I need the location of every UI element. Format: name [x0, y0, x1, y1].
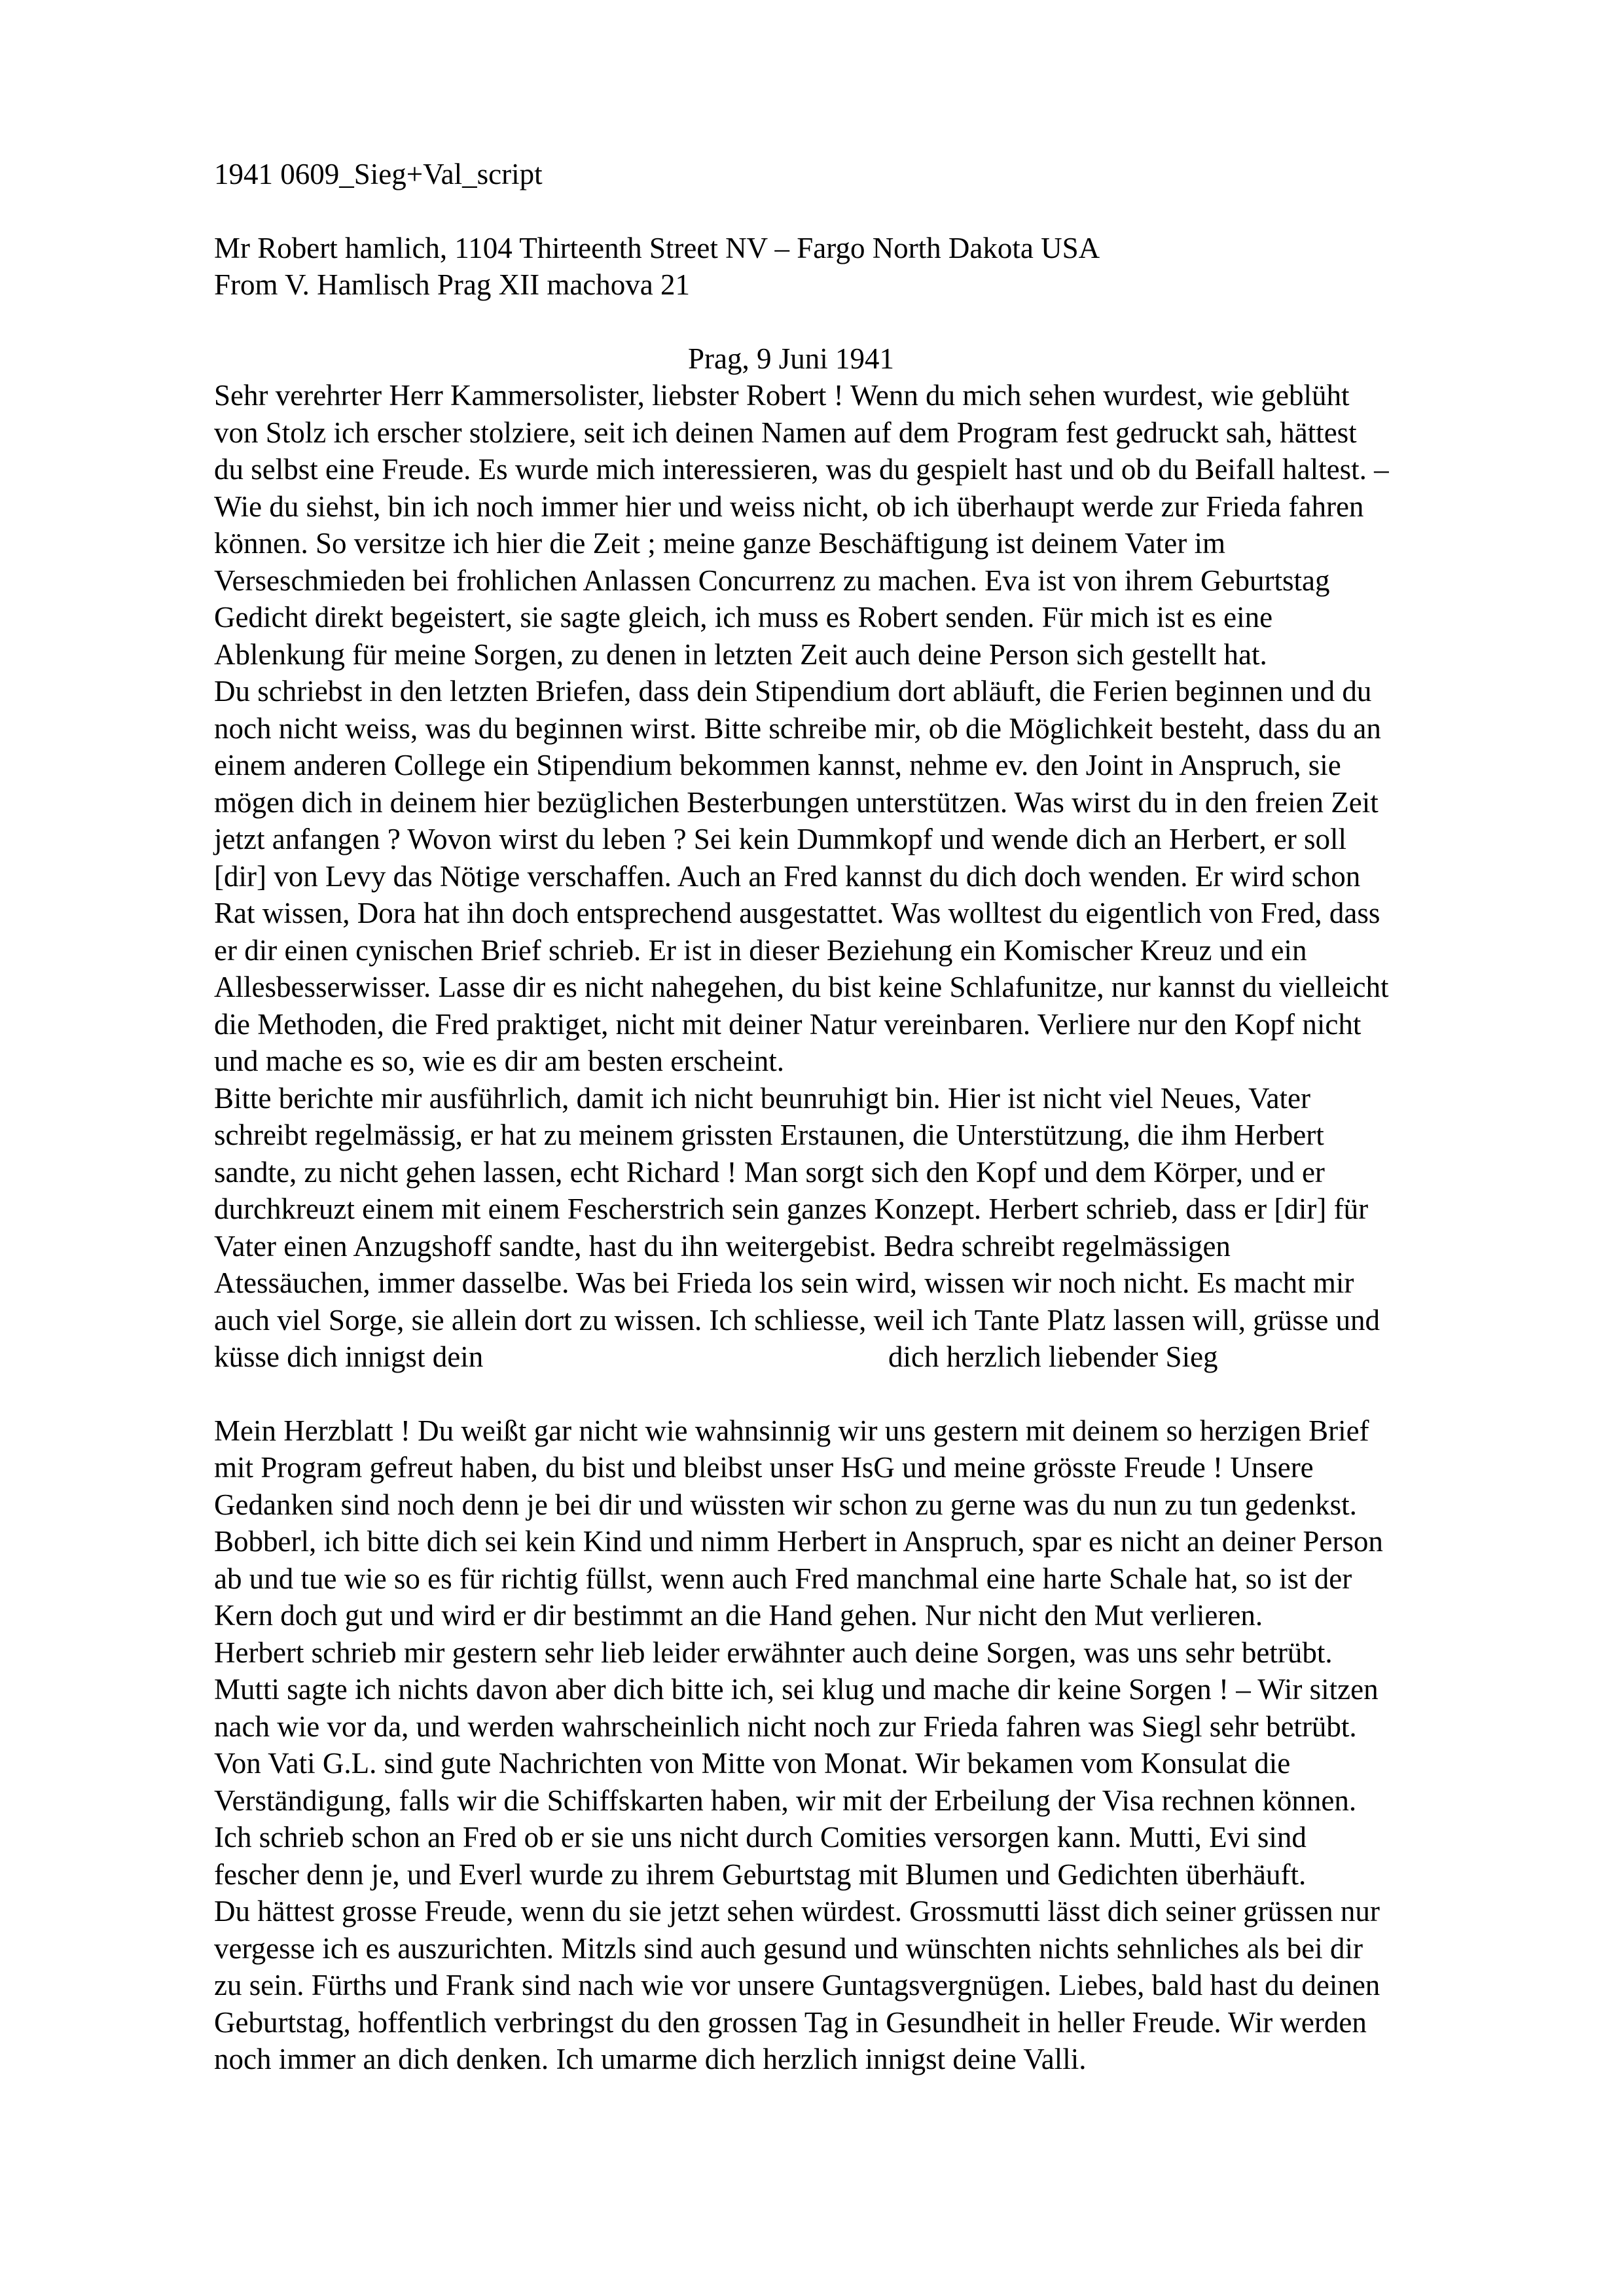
letter-line: noch nicht weiss, was du beginnen wirst. Bitte schreibe mir, ob die Möglichkeit besteht, dass du an	[214, 711, 1381, 745]
letter-line: vergesse ich es auszurichten. Mitzls sind auch gesund und wünschten nichts sehnliches als bei dir	[214, 1931, 1363, 1965]
letter-line: Bitte berichte mir ausführlich, damit ich nicht beunruhigt bin. Hier ist nicht viel Neues, Vater	[214, 1081, 1310, 1115]
letter-line: fescher denn je, und Everl wurde zu ihrem Geburtstag mit Blumen und Gedichten überhäuft.	[214, 1857, 1307, 1891]
letter-line: Du schriebst in den letzten Briefen, dass dein Stipendium dort abläuft, die Ferien beginnen und du	[214, 675, 1372, 708]
letter-line: Geburtstag, hoffentlich verbringst du den grossen Tag in Gesundheit in heller Freude. Wir werden	[214, 2005, 1367, 2039]
letter-line: noch immer an dich denken. Ich umarme dich herzlich innigst deine Valli.	[214, 2043, 1087, 2075]
signoff-closing: küsse dich innigst dein	[214, 1340, 484, 1373]
letter-line: mit Program gefreut haben, du bist und bleibst unser HsG und meine grösste Freude ! Unsere	[214, 1451, 1314, 1484]
letter-line: ab und tue wie so es für richtig füllst, wenn auch Fred manchmal eine harte Schale hat, so ist der	[214, 1562, 1352, 1595]
letter-line: zu sein. Fürths und Frank sind nach wie vor unsere Guntagsvergnügen. Liebes, bald hast du deinen	[214, 1969, 1380, 2001]
letter-line: auch viel Sorge, sie allein dort zu wissen. Ich schliesse, weil ich Tante Platz lassen will, grüsse und	[214, 1303, 1380, 1336]
letter-line: mögen dich in deinem hier bezüglichen Besterbungen unterstützen. Was wirst du in den freien Zeit	[214, 785, 1379, 819]
spacer	[214, 304, 1543, 340]
address-to: Mr Robert hamlich, 1104 Thirteenth Street NV – Fargo North Dakota USA	[214, 231, 1100, 264]
letter-line: er dir einen cynischen Brief schrieb. Er ist in dieser Beziehung ein Komischer Kreuz und ein	[214, 933, 1307, 967]
letter-line: Allesbesserwisser. Lasse dir es nicht nahegehen, du bist keine Schlafunitze, nur kannst du vielleicht	[214, 971, 1389, 1003]
address-from: From V. Hamlisch Prag XII machova 21	[214, 268, 690, 301]
letter-line: Ablenkung für meine Sorgen, zu denen in letzten Zeit auch deine Person sich gestellt hat.	[214, 637, 1267, 671]
letter-line: Du hättest grosse Freude, wenn du sie jetzt sehen würdest. Grossmutti lässt dich seiner grüssen nur	[214, 1895, 1380, 1928]
letter-line: Gedanken sind noch denn je bei dir und wüssten wir schon zu gerne was du nun zu tun gedenkst.	[214, 1488, 1357, 1521]
letter-line: Bobberl, ich bitte dich sei kein Kind und nimm Herbert in Anspruch, spar es nicht an deiner Person	[214, 1525, 1383, 1558]
letter-line: nach wie vor da, und werden wahrscheinlich nicht noch zur Frieda fahren was Siegl sehr betrübt.	[214, 1710, 1357, 1743]
letter-line: Verseschmieden bei frohlichen Anlassen Concurrenz zu machen. Eva ist von ihrem Geburtstag	[214, 564, 1330, 597]
letter-line: Atessäuchen, immer dasselbe. Was bei Frieda los sein wird, wissen wir noch nicht. Es macht mir	[214, 1266, 1354, 1299]
letter-date: Prag, 9 Juni 1941	[688, 342, 894, 375]
signoff-signature: dich herzlich liebender Sieg	[888, 1340, 1218, 1373]
letter-line: Herbert schrieb mir gestern sehr lieb leider erwähnter auch deine Sorgen, was uns sehr betrübt.	[214, 1636, 1333, 1669]
letter-signoff	[214, 1338, 1543, 1376]
letter-line: von Stolz ich erscher stolziere, seit ich deinen Namen auf dem Program fest gedruckt sah, hättest	[214, 416, 1357, 449]
letter-line: Wie du siehst, bin ich noch immer hier und weiss nicht, ob ich überhaupt werde zur Frieda fahren	[214, 490, 1364, 523]
letter-line: Ich schrieb schon an Fred ob er sie uns nicht durch Comities versorgen kann. Mutti, Evi sind	[214, 1821, 1307, 1854]
letter-line: Verständigung, falls wir die Schiffskarten haben, wir mit der Erbeilung der Visa rechnen können.	[214, 1784, 1357, 1817]
letter-line: Von Vati G.L. sind gute Nachrichten von Mitte von Monat. Wir bekamen vom Konsulat die	[214, 1747, 1291, 1780]
letter-line: Mein Herzblatt ! Du weißt gar nicht wie wahnsinnig wir uns gestern mit deinem so herzigen Brief	[214, 1414, 1369, 1447]
letter-line: Vater einen Anzugshoff sandte, hast du ihn weitergebist. Bedra schreibt regelmässigen	[214, 1229, 1231, 1263]
letter-sieg	[214, 377, 1543, 1376]
letter-line: schreibt regelmässig, er hat zu meinem grissten Erstaunen, die Unterstützung, die ihm Herbert	[214, 1119, 1324, 1151]
document-filename: 1941 0609_Sieg+Val_script	[214, 158, 543, 190]
letter-line: du selbst eine Freude. Es wurde mich interessieren, was du gespielt hast und ob du Beifall haltest. –	[214, 453, 1389, 486]
spacer	[214, 1376, 1543, 1412]
letter-valli	[214, 1412, 1543, 2078]
letter-line: [dir] von Levy das Nötige verschaffen. Auch an Fred kannst du dich doch wenden. Er wird schon	[214, 859, 1361, 893]
letter-line: Gedicht direkt begeistert, sie sagte gleich, ich muss es Robert senden. Für mich ist es eine	[214, 601, 1273, 634]
letter-line: durchkreuzt einem mit einem Fescherstrich sein ganzes Konzept. Herbert schrieb, dass er [dir] für	[214, 1193, 1369, 1225]
document-content	[214, 156, 1543, 2078]
letter-line: Mutti sagte ich nichts davon aber dich bitte ich, sei klug und mache dir keine Sorgen ! – Wir sitzen	[214, 1673, 1379, 1706]
letter-line: sandte, zu nicht gehen lassen, echt Richard ! Man sorgt sich den Kopf und dem Körper, und er	[214, 1155, 1325, 1189]
letter-line: und mache es so, wie es dir am besten erscheint.	[214, 1045, 784, 1077]
letter-line: Kern doch gut und wird er dir bestimmt an die Hand gehen. Nur nicht den Mut verlieren.	[214, 1599, 1263, 1632]
letter-line: Sehr verehrter Herr Kammersolister, liebster Robert ! Wenn du mich sehen wurdest, wie geblüht	[214, 379, 1350, 412]
spacer	[214, 193, 1543, 230]
letter-line: einem anderen College ein Stipendium bekommen kannst, nehme ev. den Joint in Anspruch, sie	[214, 749, 1341, 781]
letter-line: können. So versitze ich hier die Zeit ; meine ganze Beschäftigung ist deinem Vater im	[214, 527, 1225, 560]
letter-line: die Methoden, die Fred praktiget, nicht mit deiner Natur vereinbaren. Verliere nur den Kopf nicht	[214, 1007, 1362, 1041]
letter-line: jetzt anfangen ? Wovon wirst du leben ? Sei kein Dummkopf und wende dich an Herbert, er soll	[214, 823, 1347, 855]
letter-line: Rat wissen, Dora hat ihn doch entsprechend ausgestattet. Was wolltest du eigentlich von Fred, dass	[214, 897, 1380, 929]
